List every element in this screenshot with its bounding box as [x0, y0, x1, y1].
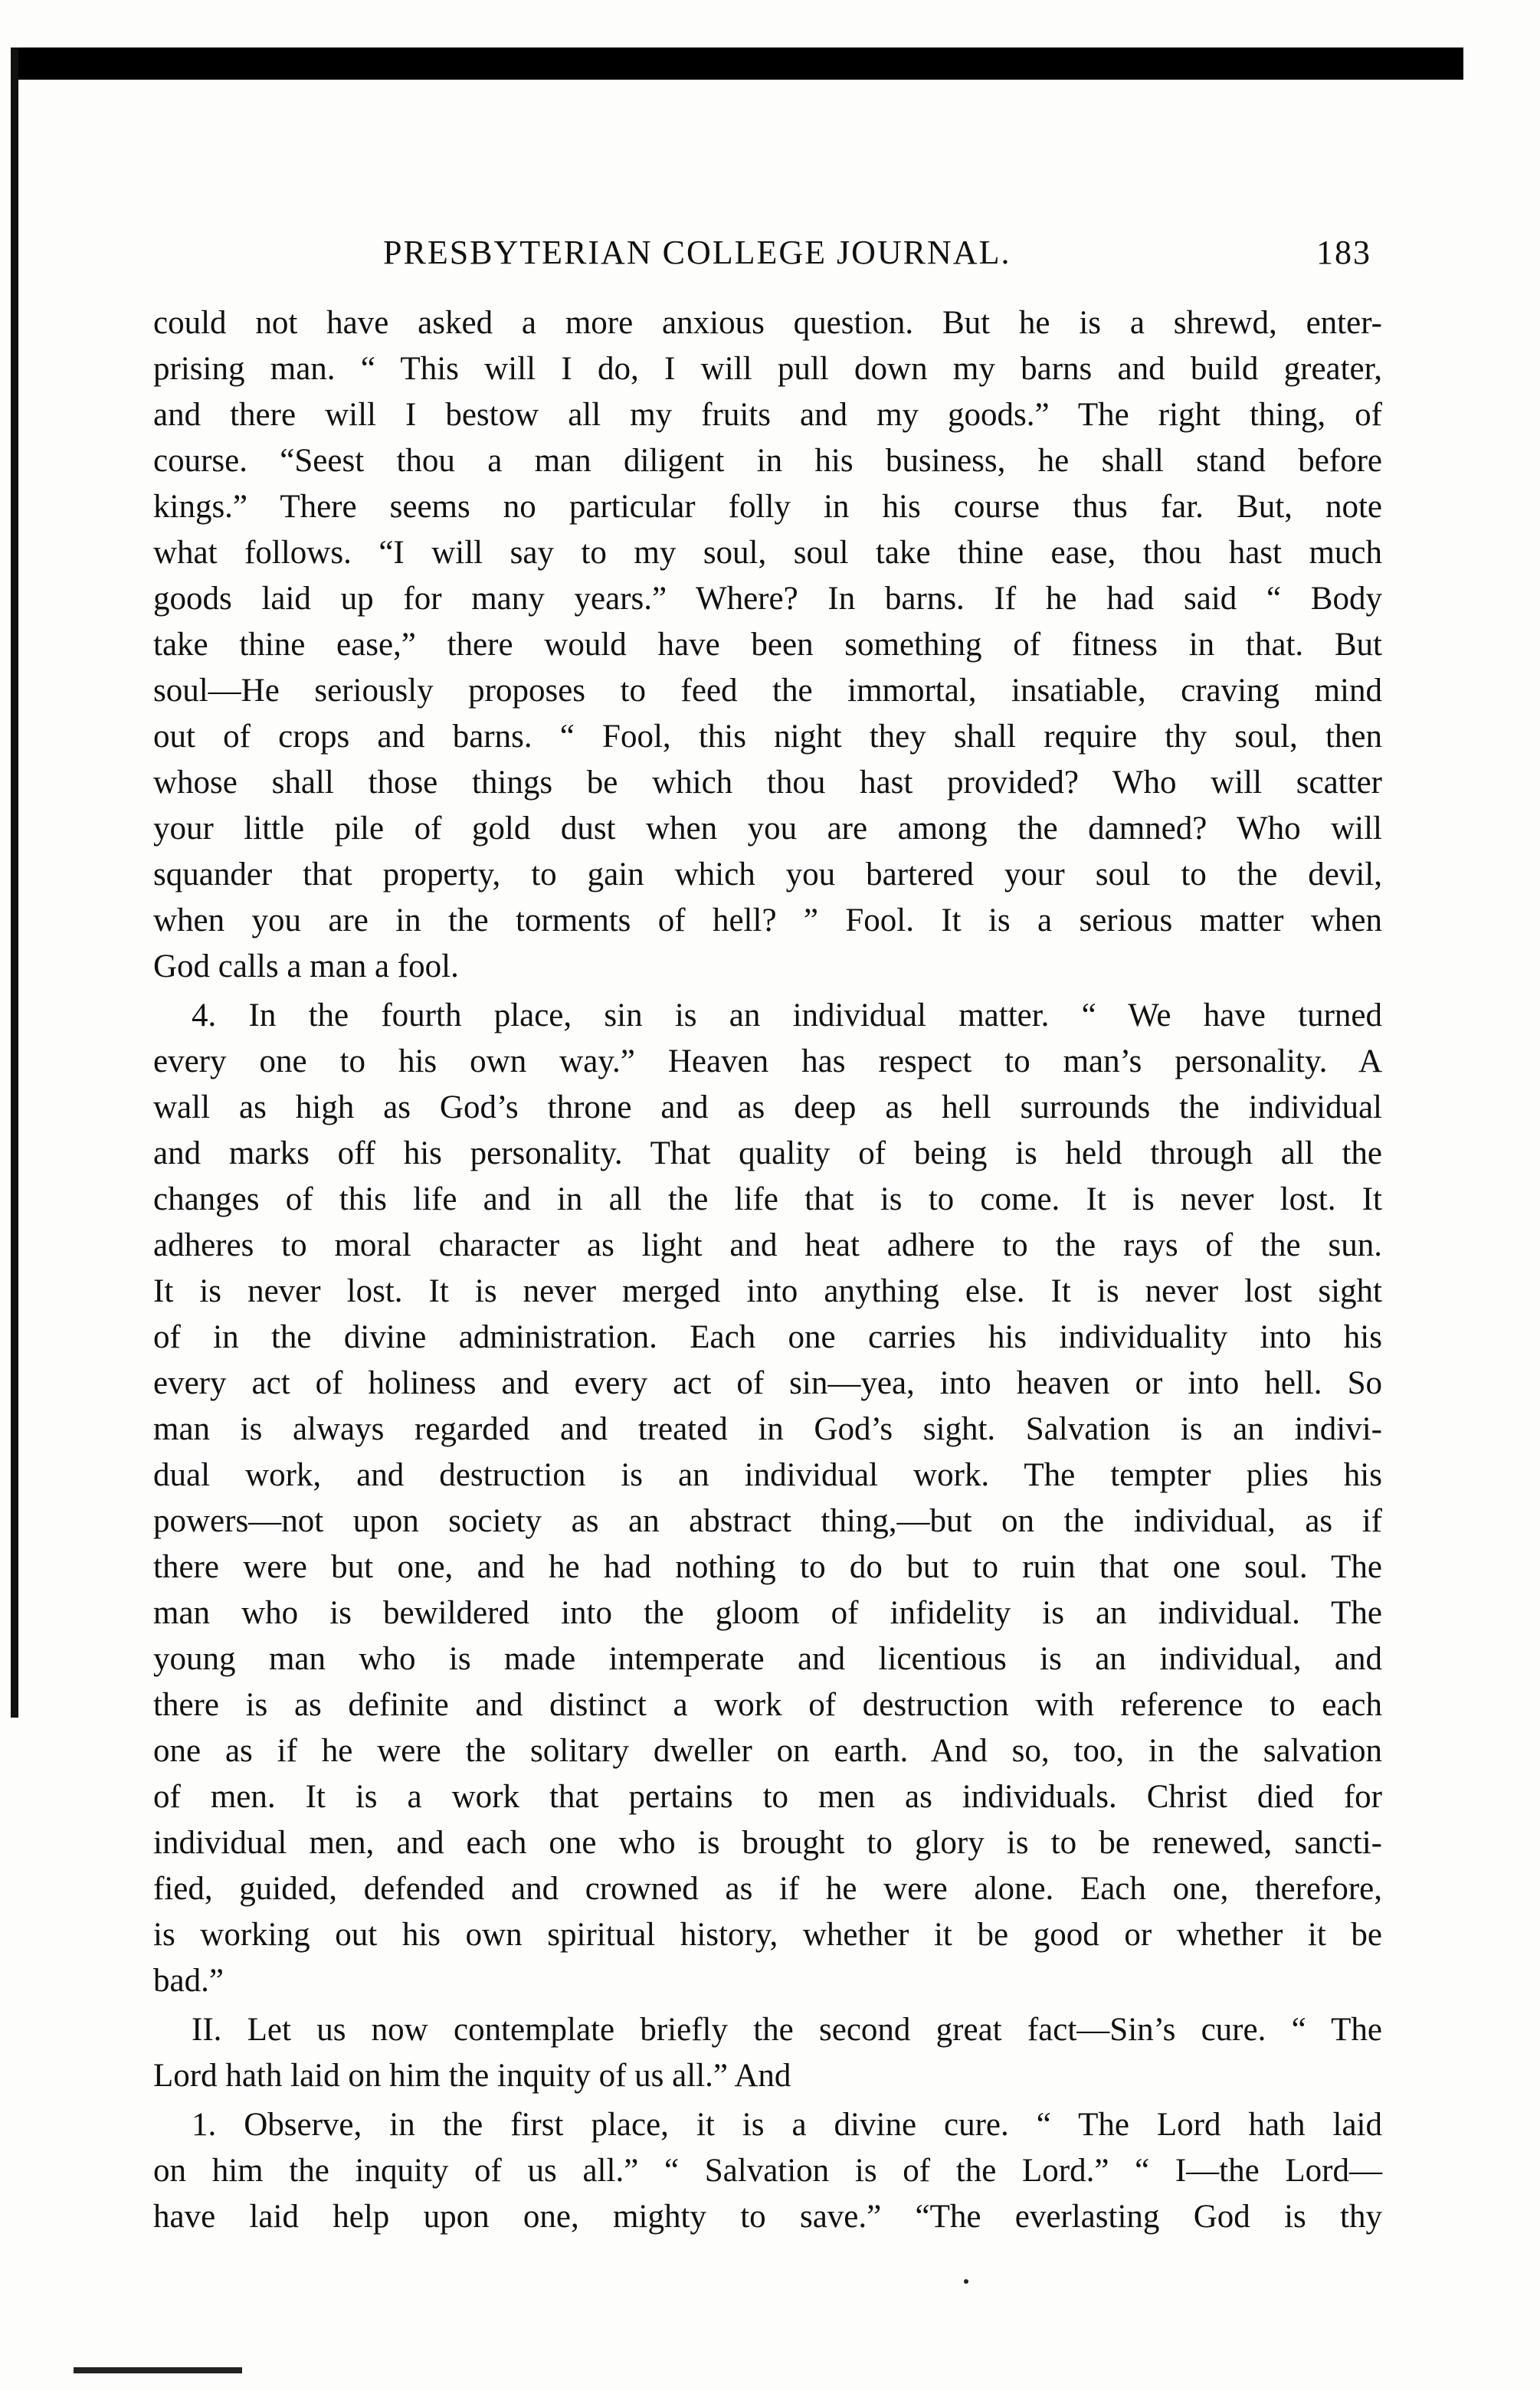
text-line: there were but one, and he had nothing to do but to ruin that one soul. The: [153, 1549, 1382, 1585]
text-line: of men. It is a work that pertains to men as individuals. Christ died for: [153, 1779, 1382, 1815]
bottom-border-rule: [74, 2367, 242, 2373]
text-line: Lord hath laid on him the inquity of us all.” And: [153, 2058, 791, 2094]
text-line: what follows. “I will say to my soul, soul take thine ease, thou hast much: [153, 535, 1382, 571]
text-line: squander that property, to gain which you bartered your soul to the devil,: [153, 857, 1382, 893]
left-border-rule: [11, 47, 18, 1718]
text-line: adheres to moral character as light and heat adhere to the rays of the sun.: [153, 1227, 1382, 1263]
text-line: man who is bewildered into the gloom of infidelity is an individual. The: [153, 1595, 1382, 1631]
text-line: of in the divine administration. Each one carries his individuality into his: [153, 1319, 1382, 1355]
text-line: take thine ease,” there would have been something of fitness in that. But: [153, 627, 1382, 663]
text-line: soul—He seriously proposes to feed the immortal, insatiable, craving mind: [153, 673, 1382, 709]
text-line: changes of this life and in all the life that is to come. It is never lost. It: [153, 1181, 1382, 1217]
text-line: kings.” There seems no particular folly in his course thus far. But, note: [153, 489, 1382, 525]
text-line: is working out his own spiritual history, whether it be good or whether it be: [153, 1917, 1382, 1953]
text-line: prising man. “ This will I do, I will pull down my barns and build greater,: [153, 351, 1382, 387]
text-line: on him the inquity of us all.” “ Salvation is of the Lord.” “ I—the Lord—: [153, 2153, 1382, 2189]
paragraph: [153, 993, 1382, 2004]
text-line: powers—not upon society as an abstract thing,—but on the individual, as if: [153, 1503, 1382, 1539]
text-line: fied, guided, defended and crowned as if he were alone. Each one, therefore,: [153, 1871, 1382, 1907]
paragraph: [153, 2102, 1382, 2240]
running-header: [383, 233, 1371, 279]
text-line: every one to his own way.” Heaven has respect to man’s personality. A: [153, 1043, 1382, 1079]
text-line: God calls a man a fool.: [153, 948, 459, 984]
paragraph: [153, 300, 1382, 990]
text-line: there is as definite and distinct a work of destruction with reference to each: [153, 1687, 1382, 1723]
text-line: dual work, and destruction is an individual work. The tempter plies his: [153, 1457, 1382, 1493]
text-line: one as if he were the solitary dweller on earth. And so, too, in the salvation: [153, 1733, 1382, 1769]
page-number: 183: [1316, 234, 1371, 271]
text-line: bad.”: [153, 1963, 224, 1999]
text-line: goods laid up for many years.” Where? In barns. If he had said “ Body: [153, 581, 1382, 617]
text-line: II. Let us now contemplate briefly the second great fact—Sin’s cure. “ The: [192, 2012, 1382, 2048]
ink-speck: [964, 2279, 968, 2284]
text-line: every act of holiness and every act of sin—yea, into heaven or into hell. So: [153, 1365, 1382, 1401]
text-line: wall as high as God’s throne and as deep as hell surrounds the individual: [153, 1089, 1382, 1125]
text-line: when you are in the torments of hell? ” Fool. It is a serious matter when: [153, 902, 1382, 938]
text-line: It is never lost. It is never merged into anything else. It is never lost sight: [153, 1273, 1382, 1309]
text-line: out of crops and barns. “ Fool, this night they shall require thy soul, then: [153, 719, 1382, 755]
text-line: course. “Seest thou a man diligent in his business, he shall stand before: [153, 443, 1382, 479]
article-body: [153, 300, 1382, 2240]
text-line: and there will I bestow all my fruits and my goods.” The right thing, of: [153, 397, 1382, 433]
text-line: 4. In the fourth place, sin is an individual matter. “ We have turned: [192, 997, 1382, 1033]
text-line: young man who is made intemperate and licentious is an individual, and: [153, 1641, 1382, 1677]
text-line: individual men, and each one who is brought to glory is to be renewed, sancti-: [153, 1825, 1382, 1861]
text-line: and marks off his personality. That quality of being is held through all the: [153, 1135, 1382, 1171]
text-line: 1. Observe, in the first place, it is a divine cure. “ The Lord hath laid: [192, 2107, 1382, 2143]
journal-title: PRESBYTERIAN COLLEGE JOURNAL.: [383, 234, 1011, 271]
text-line: have laid help upon one, mighty to save.” “The everlasting God is thy: [153, 2199, 1382, 2235]
text-line: your little pile of gold dust when you are among the damned? Who will: [153, 811, 1382, 847]
paragraph: [153, 2007, 1382, 2099]
top-border-rule: [14, 47, 1463, 80]
text-line: man is always regarded and treated in God’s sight. Salvation is an indivi-: [153, 1411, 1382, 1447]
text-line: could not have asked a more anxious question. But he is a shrewd, enter-: [153, 305, 1382, 341]
text-line: whose shall those things be which thou hast provided? Who will scatter: [153, 765, 1382, 801]
